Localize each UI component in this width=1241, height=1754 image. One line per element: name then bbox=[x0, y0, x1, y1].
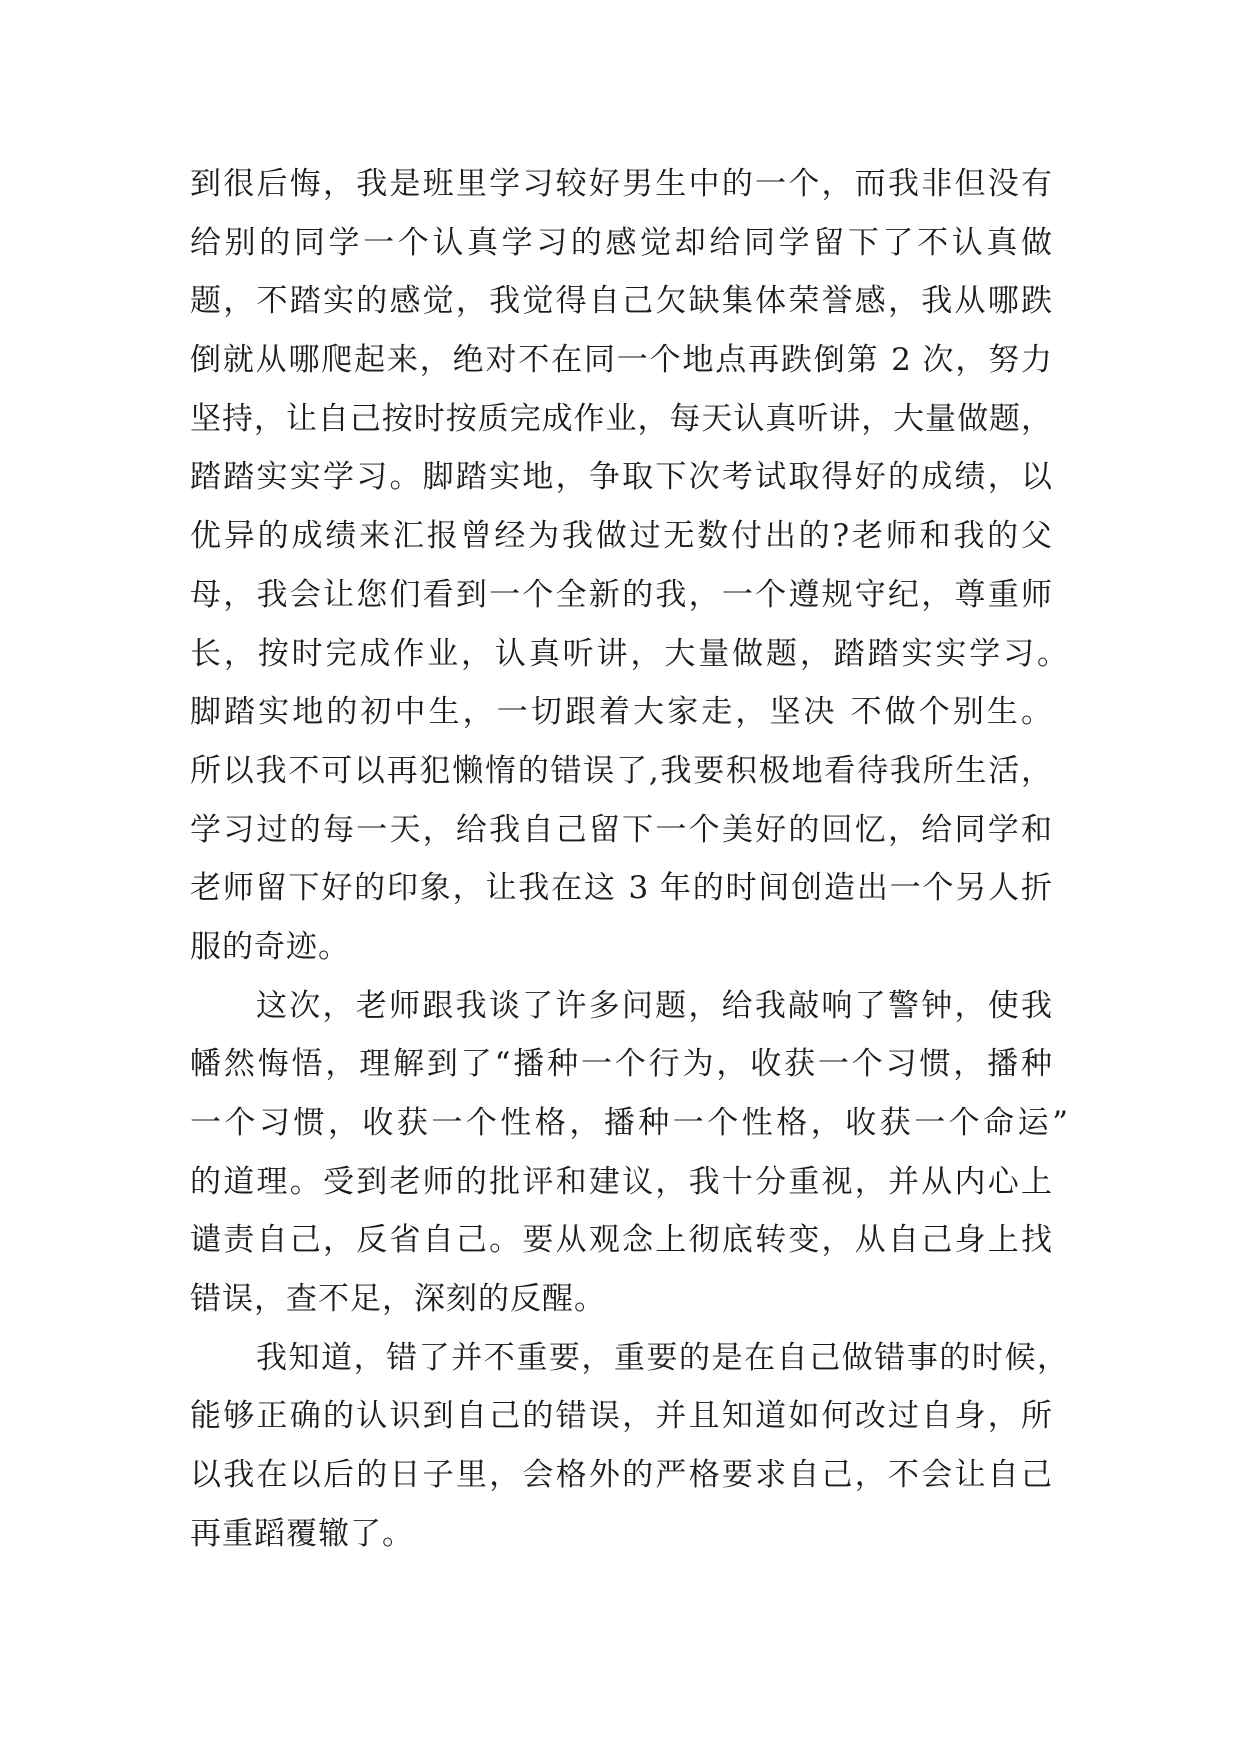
text-line: 我知道，错了并不重要，重要的是在自己做错事的时候， bbox=[256, 1339, 1068, 1376]
text-line: 错误，查不足，深刻的反醒。 bbox=[190, 1281, 606, 1318]
text-line: 再重蹈覆辙了。 bbox=[190, 1515, 414, 1552]
text-line: 老师留下好的印象，让我在这 3 年的时间创造出一个另人折 bbox=[190, 870, 1052, 907]
text-line: 踏踏实实学习。脚踏实地，争取下次考试取得好的成绩，以 bbox=[190, 459, 1052, 496]
text-line: 这次，老师跟我谈了许多问题，给我敲响了警钟，使我 bbox=[256, 987, 1052, 1024]
paragraph-3 bbox=[190, 1329, 1068, 1564]
text-line: 幡然悔悟，理解到了“播种一个行为，收获一个习惯，播种 bbox=[190, 1046, 1052, 1083]
text-line: 的道理。受到老师的批评和建议，我十分重视，并从内心上 bbox=[190, 1163, 1052, 1200]
text-line: 到很后悔，我是班里学习较好男生中的一个，而我非但没有 bbox=[190, 166, 1052, 202]
text-line: 一个习惯，收获一个性格，播种一个性格，收获一个命运” bbox=[190, 1105, 1068, 1141]
paragraph-1 bbox=[190, 155, 1068, 977]
text-line: 题，不踏实的感觉，我觉得自己欠缺集体荣誉感，我从哪跌 bbox=[190, 283, 1052, 320]
text-line: 给别的同学一个认真学习的感觉却给同学留下了不认真做 bbox=[190, 224, 1052, 261]
text-line: 能够正确的认识到自己的错误，并且知道如何改过自身，所 bbox=[190, 1398, 1052, 1435]
text-line: 长，按时完成作业，认真听讲，大量做题，踏踏实实学习。 bbox=[190, 635, 1068, 672]
text-line: 脚踏实地的初中生，一切跟着大家走，坚决 不做个别生。 bbox=[190, 694, 1052, 731]
text-line: 谴责自己，反省自己。要从观念上彻底转变，从自己身上找 bbox=[190, 1222, 1052, 1259]
text-line: 所以我不可以再犯懒惰的错误了,我要积极地看待我所生活， bbox=[190, 752, 1052, 789]
paragraph-2 bbox=[190, 977, 1068, 1329]
text-line: 学习过的每一天，给我自己留下一个美好的回忆，给同学和 bbox=[190, 811, 1052, 848]
text-line: 倒就从哪爬起来，绝对不在同一个地点再跌倒第 2 次，努力 bbox=[190, 342, 1052, 379]
text-line: 优异的成绩来汇报曾经为我做过无数付出的?老师和我的父 bbox=[190, 518, 1052, 555]
text-line: 以我在以后的日子里，会格外的严格要求自己，不会让自己 bbox=[190, 1457, 1052, 1494]
text-line: 服的奇迹。 bbox=[190, 928, 350, 965]
text-line: 母，我会让您们看到一个全新的我，一个遵规守纪，尊重师 bbox=[190, 576, 1052, 613]
text-line: 坚持，让自己按时按质完成作业，每天认真听讲，大量做题， bbox=[190, 400, 1052, 437]
document-body bbox=[190, 155, 1068, 1564]
